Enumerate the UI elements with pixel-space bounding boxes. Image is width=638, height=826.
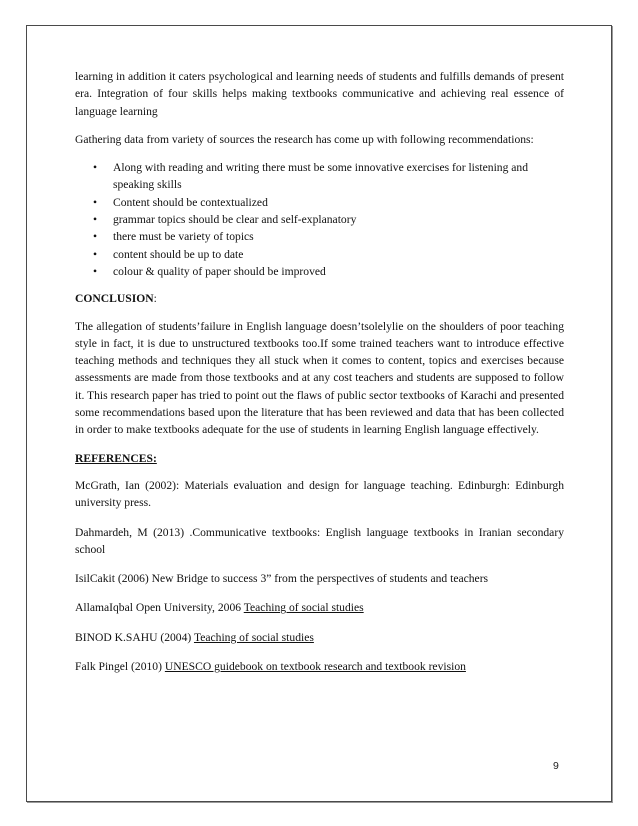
bullet-icon: •: [93, 247, 98, 261]
bullet-icon: •: [93, 264, 98, 278]
reference-item: BINOD K.SAHU (2004) Teaching of social studies: [75, 630, 314, 644]
reference-title: Teaching of social studies: [243, 601, 364, 615]
reference-item: Falk Pingel (2010) UNESCO guidebook on textbook research and textbook revision: [75, 660, 466, 674]
gathering-paragraph: Gathering data from variety of sources the research has come up with following recommendations:: [75, 132, 534, 146]
list-item: • content should be up to date: [75, 246, 564, 263]
recommendations-list: [75, 159, 564, 280]
intro-paragraph: learning in addition it caters psychological and learning needs of students and fulfills demands of present era. Integration of four skills helps making textbooks communicative and achieving real essence of language learning: [75, 70, 564, 118]
page-number: 9: [553, 760, 559, 772]
bullet-icon: •: [93, 213, 98, 227]
conclusion-paragraph: The allegation of students’failure in English language doesn’tsolelylie on the shoulders of poor teaching style in fact, it is due to unstructured textbooks too.If some trained teachers want to introduce effective teaching methods and techniques they all stuck when it comes to content, topics and exercises because assessments are made from those textbooks and at any cost teachers and students are supposed to follow it. This research paper has tried to point out the flaws of public sector textbooks of Karachi and presented some recommendations based upon the literature that has been reviewed and data that has been collected in order to make textbooks adequate for the use of students in learning English language effectively.: [75, 319, 564, 437]
document-body: [75, 68, 564, 687]
reference-item: Dahmardeh, M (2013) .Communicative textbooks: English language textbooks in Iranian secondary school: [75, 525, 564, 556]
reference-item: McGrath, Ian (2002): Materials evaluation and design for language teaching. Edinburgh: Edinburgh university press.: [75, 478, 564, 510]
list-item: • Content should be contextualized: [75, 194, 564, 211]
bullet-icon: •: [93, 230, 98, 244]
list-item: • there must be variety of topics: [75, 228, 564, 245]
list-item: • Along with reading and writing there must be some innovative exercises for listening and speaking skills: [93, 161, 529, 192]
references-heading: REFERENCES:: [75, 451, 157, 465]
reference-item: IsilCakit (2006) New Bridge to success 3” from the perspectives of students and teachers: [75, 572, 489, 586]
conclusion-heading: CONCLUSION:: [75, 292, 157, 306]
reference-item: AllamaIqbal Open University, 2006 Teaching of social studies: [75, 601, 364, 615]
reference-title: UNESCO guidebook on textbook research and textbook revision: [164, 660, 466, 674]
bullet-icon: •: [93, 161, 98, 175]
list-item: • colour & quality of paper should be improved: [75, 263, 564, 280]
bullet-icon: •: [93, 195, 98, 209]
reference-title: Teaching of social studies: [193, 630, 314, 644]
list-item: • grammar topics should be clear and self-explanatory: [75, 211, 564, 228]
